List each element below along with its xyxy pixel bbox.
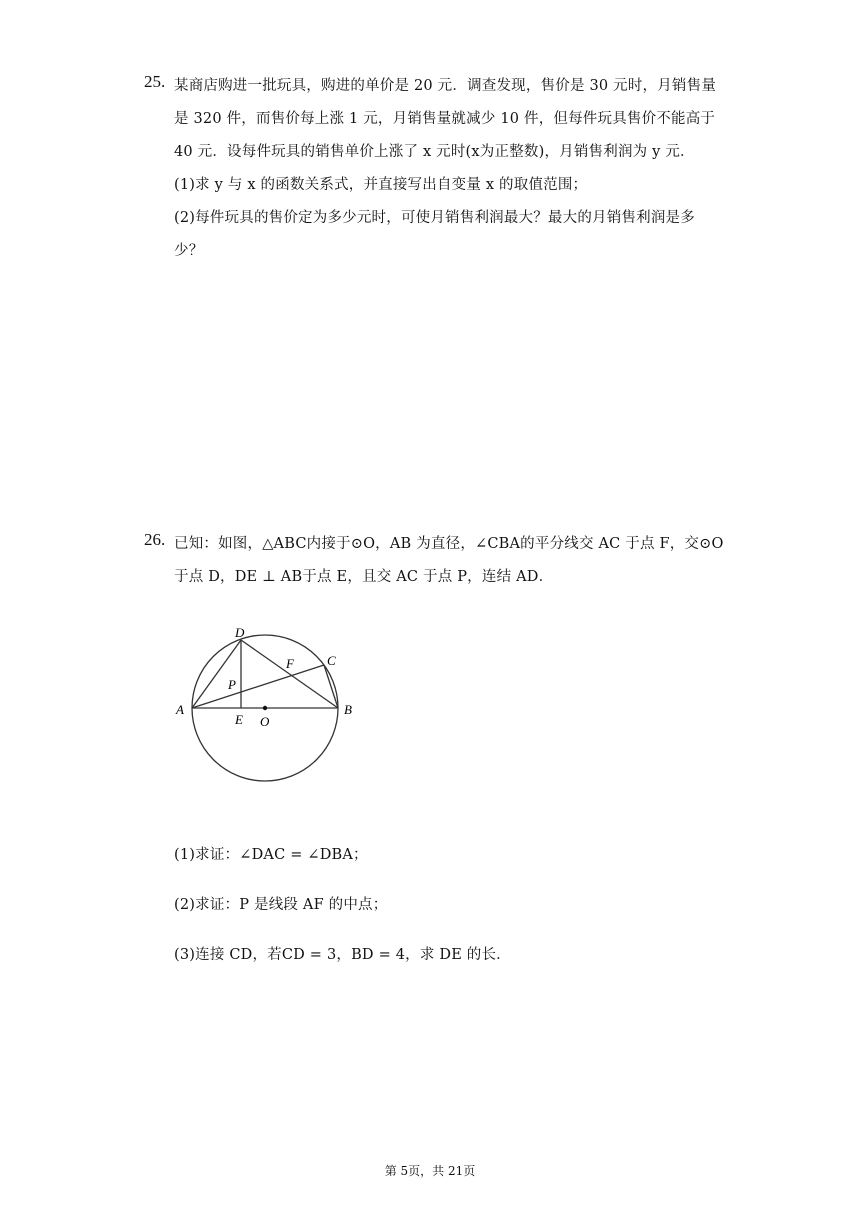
label-a: A <box>176 702 184 717</box>
segment-db <box>241 640 338 708</box>
segment-ac <box>192 665 324 708</box>
label-f: F <box>286 656 294 671</box>
label-p: P <box>228 677 236 692</box>
segment-ad <box>192 640 241 708</box>
label-b: B <box>344 702 352 717</box>
label-d: D <box>235 625 245 640</box>
label-o: O <box>260 714 270 729</box>
question-25-part-2: (2)每件玩具的售价定为多少元时，可使月销售利润最大？最大的月销售利润是多 <box>174 210 695 226</box>
question-25-part-1: (1)求 y 与 x 的函数关系式，并直接写出自变量 x 的取值范围； <box>174 177 588 193</box>
question-25-part-2-cont: 少？ <box>174 243 204 259</box>
question-26-number: 26. <box>144 530 166 549</box>
question-25-line-1: 某商店购进一批玩具，购进的单价是 20 元．调查发现，售价是 30 元时，月销售量 <box>174 78 717 94</box>
label-c: C <box>327 653 336 668</box>
question-26-part-1: (1)求证：∠DAC = ∠DBA； <box>174 847 368 863</box>
circle-geometry-figure <box>172 620 372 795</box>
label-e: E <box>235 712 243 727</box>
figure-svg <box>172 620 372 795</box>
question-25-number: 25. <box>144 72 166 91</box>
question-26-part-2: (2)求证：P 是线段 AF 的中点； <box>174 897 388 913</box>
segment-cb <box>324 665 338 708</box>
center-point-o <box>263 706 267 710</box>
question-25-line-3: 40 元．设每件玩具的销售单价上涨了 x 元时(x为正整数)，月销售利润为 y 元． <box>174 144 695 160</box>
question-25-line-2: 是 320 件，而售价每上涨 1 元，月销售量就减少 10 件，但每件玩具售价不能高于 <box>174 111 716 127</box>
page-footer: 第 5页，共 21页 <box>384 1164 476 1178</box>
question-26-line-1: 已知：如图，△ABC内接于⊙O，AB 为直径，∠CBA的平分线交 AC 于点 F，交⊙O <box>174 536 724 552</box>
question-26-part-3: (3)连接 CD，若CD = 3，BD = 4，求 DE 的长． <box>174 947 511 963</box>
question-26-line-2: 于点 D，DE ⊥ AB于点 E，且交 AC 于点 P，连结 AD． <box>174 569 554 585</box>
